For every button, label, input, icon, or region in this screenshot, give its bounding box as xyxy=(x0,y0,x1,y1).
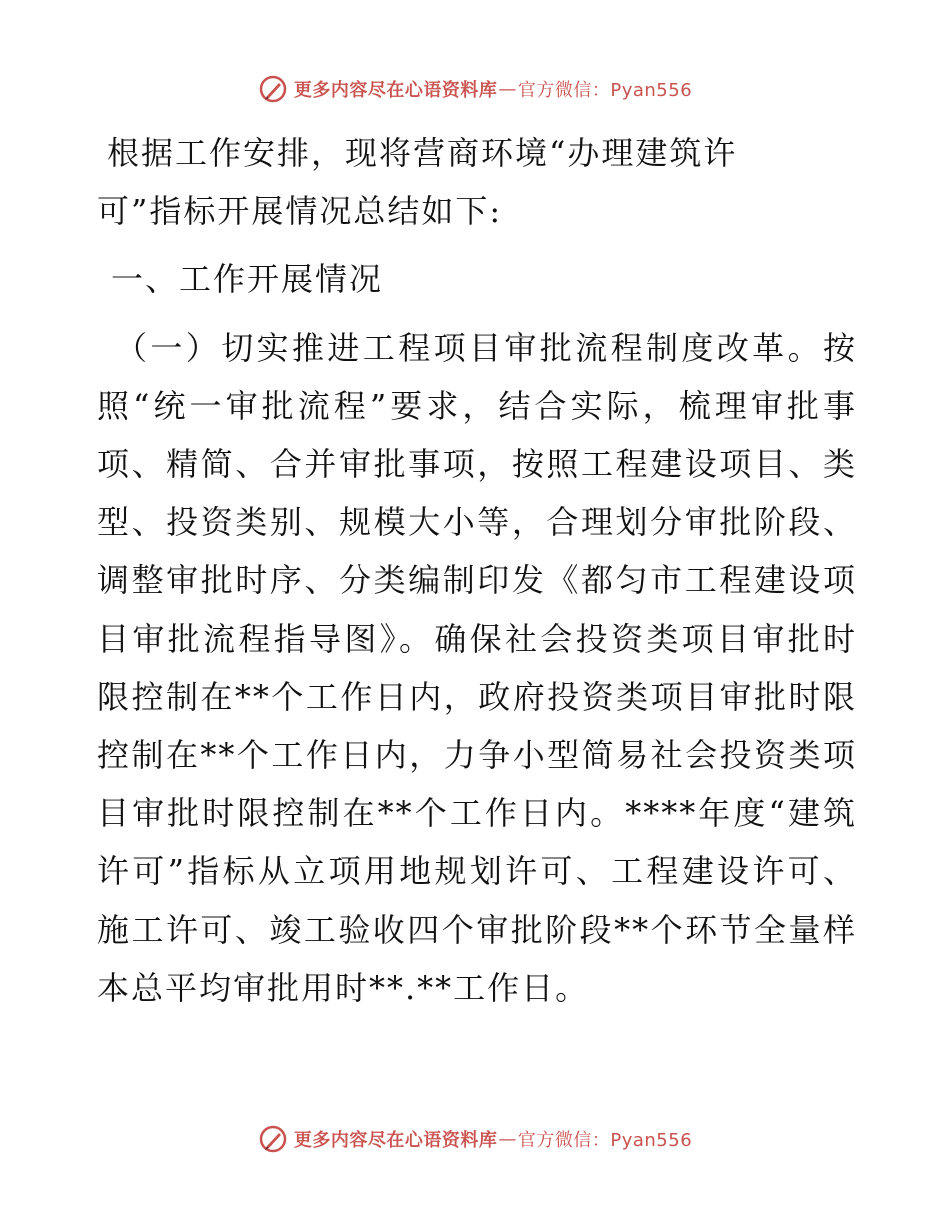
watermark-separator: — xyxy=(498,78,517,100)
pen-logo-icon xyxy=(258,74,288,104)
watermark-separator: — xyxy=(498,1128,517,1150)
pen-logo-icon xyxy=(258,1124,288,1154)
watermark-main-text: 更多内容尽在心语资料库 xyxy=(293,80,498,101)
header-watermark xyxy=(0,74,950,104)
section-heading: 一、工作开展情况 xyxy=(111,260,384,299)
watermark-main-text: 更多内容尽在心语资料库 xyxy=(293,1130,498,1151)
document-body xyxy=(97,124,857,1017)
footer-watermark xyxy=(0,1124,950,1154)
watermark-wechat-text: 官方微信：Pyan556 xyxy=(517,1130,693,1151)
intro-paragraph: 根据工作安排，现将营商环境“办理建筑许可”指标开展情况总结如下: xyxy=(97,134,738,231)
watermark-wechat-text: 官方微信：Pyan556 xyxy=(517,80,693,101)
body-paragraph: （一）切实推进工程项目审批流程制度改革。按照“统一审批流程”要求，结合实际，梳理审批事项、精简、合并审批事项，按照工程建设项目、类型、投资类别、规模大小等，合理划分审批阶段、调整审批时序、分类编制印发《都匀市工程建设项目审批流程指导图》。确保社会投资类项目审批时限控制在**个工作日内，政府投资类项目审批时限控制在**个工作日内，力争小型简易社会投资类项目审批时限控制在**个工作日内。****年度“建筑许可”指标从立项用地规划许可、工程建设许可、施工许可、竣工验收四个审批阶段**个环节全量样本总平均审批用时**.**工作日。 xyxy=(97,328,857,1007)
